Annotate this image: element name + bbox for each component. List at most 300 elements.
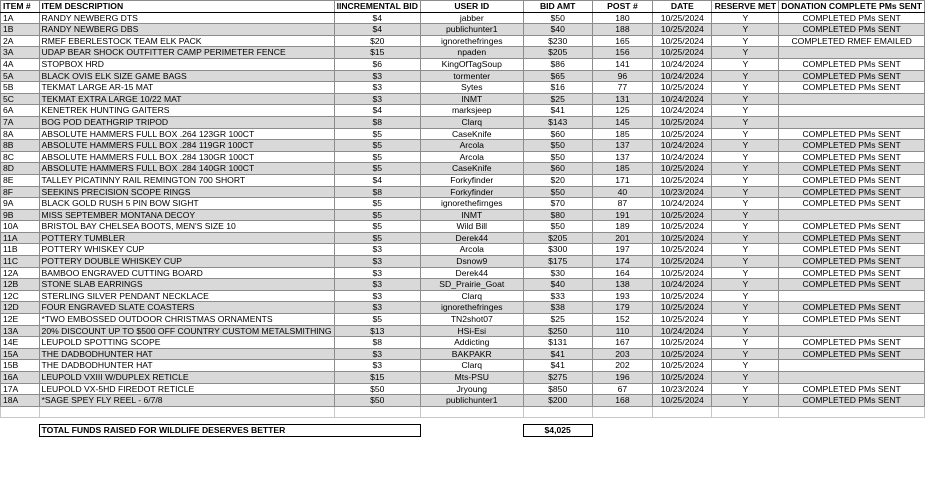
item-description-cell[interactable]: TEKMAT EXTRA LARGE 10/22 MAT	[39, 93, 334, 105]
item-description-cell[interactable]: RANDY NEWBERG DBS	[39, 24, 334, 36]
bid-amount-cell[interactable]: $41	[523, 105, 592, 117]
col-header-date[interactable]: DATE	[653, 1, 712, 13]
bid-amount-cell[interactable]: $41	[523, 348, 592, 360]
incremental-bid-cell[interactable]: $5	[334, 128, 420, 140]
date-cell[interactable]: 10/25/2024	[653, 232, 712, 244]
post-number-cell[interactable]: 87	[592, 198, 652, 210]
donation-status-cell[interactable]: COMPLETED PMs SENT	[779, 337, 925, 349]
col-header-donation-status[interactable]: DONATION COMPLETE PMs SENT	[779, 1, 925, 13]
bid-amount-cell[interactable]: $250	[523, 325, 592, 337]
reserve-met-cell[interactable]: Y	[712, 232, 779, 244]
user-id-cell[interactable]: marksjeep	[420, 105, 523, 117]
user-id-cell[interactable]: Sytes	[420, 82, 523, 94]
donation-status-cell[interactable]: COMPLETED PMs SENT	[779, 302, 925, 314]
item-description-cell[interactable]: STONE SLAB EARRINGS	[39, 279, 334, 291]
bid-amount-cell[interactable]: $41	[523, 360, 592, 372]
post-number-cell[interactable]: 174	[592, 256, 652, 268]
blank-cell[interactable]	[779, 406, 925, 418]
donation-status-cell[interactable]: COMPLETED PMs SENT	[779, 348, 925, 360]
reserve-met-cell[interactable]: Y	[712, 12, 779, 24]
item-description-cell[interactable]: STERLING SILVER PENDANT NECKLACE	[39, 290, 334, 302]
date-cell[interactable]: 10/24/2024	[653, 140, 712, 152]
incremental-bid-cell[interactable]: $15	[334, 372, 420, 384]
post-number-cell[interactable]: 164	[592, 267, 652, 279]
post-number-cell[interactable]: 185	[592, 128, 652, 140]
item-description-cell[interactable]: LEUPOLD VX-5HD FIREDOT RETICLE	[39, 383, 334, 395]
post-number-cell[interactable]: 188	[592, 24, 652, 36]
reserve-met-cell[interactable]: Y	[712, 174, 779, 186]
bid-amount-cell[interactable]: $38	[523, 302, 592, 314]
donation-status-cell[interactable]: COMPLETED PMs SENT	[779, 128, 925, 140]
item-number-cell[interactable]: 5C	[1, 93, 40, 105]
user-id-cell[interactable]: HSi-Esi	[420, 325, 523, 337]
reserve-met-cell[interactable]: Y	[712, 279, 779, 291]
incremental-bid-cell[interactable]: $8	[334, 337, 420, 349]
item-number-cell[interactable]: 9B	[1, 209, 40, 221]
item-description-cell[interactable]: KENETREK HUNTING GAITERS	[39, 105, 334, 117]
user-id-cell[interactable]: Arcola	[420, 151, 523, 163]
bid-amount-cell[interactable]: $143	[523, 116, 592, 128]
post-number-cell[interactable]: 180	[592, 12, 652, 24]
blank-cell[interactable]	[39, 406, 334, 418]
reserve-met-cell[interactable]: Y	[712, 221, 779, 233]
post-number-cell[interactable]: 171	[592, 174, 652, 186]
item-number-cell[interactable]: 8E	[1, 174, 40, 186]
post-number-cell[interactable]: 137	[592, 140, 652, 152]
bid-amount-cell[interactable]: $40	[523, 24, 592, 36]
item-number-cell[interactable]: 12A	[1, 267, 40, 279]
bid-amount-cell[interactable]: $205	[523, 47, 592, 59]
date-cell[interactable]: 10/25/2024	[653, 128, 712, 140]
date-cell[interactable]: 10/25/2024	[653, 82, 712, 94]
incremental-bid-cell[interactable]: $8	[334, 186, 420, 198]
incremental-bid-cell[interactable]: $3	[334, 267, 420, 279]
post-number-cell[interactable]: 152	[592, 314, 652, 326]
item-number-cell[interactable]: 16A	[1, 372, 40, 384]
item-number-cell[interactable]: 12B	[1, 279, 40, 291]
bid-amount-cell[interactable]: $60	[523, 128, 592, 140]
donation-status-cell[interactable]	[779, 105, 925, 117]
blank-cell[interactable]	[1, 406, 40, 418]
date-cell[interactable]: 10/23/2024	[653, 383, 712, 395]
date-cell[interactable]: 10/25/2024	[653, 221, 712, 233]
item-description-cell[interactable]: BLACK OVIS ELK SIZE GAME BAGS	[39, 70, 334, 82]
item-number-cell[interactable]: 2A	[1, 35, 40, 47]
item-description-cell[interactable]: POTTERY TUMBLER	[39, 232, 334, 244]
reserve-met-cell[interactable]: Y	[712, 209, 779, 221]
item-description-cell[interactable]: BAMBOO ENGRAVED CUTTING BOARD	[39, 267, 334, 279]
item-description-cell[interactable]: TEKMAT LARGE AR-15 MAT	[39, 82, 334, 94]
date-cell[interactable]: 10/23/2024	[653, 186, 712, 198]
item-description-cell[interactable]: BOG POD DEATHGRIP TRIPOD	[39, 116, 334, 128]
incremental-bid-cell[interactable]: $5	[334, 163, 420, 175]
user-id-cell[interactable]: Arcola	[420, 244, 523, 256]
bid-amount-cell[interactable]: $275	[523, 372, 592, 384]
item-number-cell[interactable]: 8F	[1, 186, 40, 198]
item-number-cell[interactable]: 11A	[1, 232, 40, 244]
bid-amount-cell[interactable]: $40	[523, 279, 592, 291]
reserve-met-cell[interactable]: Y	[712, 244, 779, 256]
date-cell[interactable]: 10/25/2024	[653, 116, 712, 128]
reserve-met-cell[interactable]: Y	[712, 58, 779, 70]
user-id-cell[interactable]: ignorethefirnges	[420, 198, 523, 210]
item-description-cell[interactable]: POTTERY DOUBLE WHISKEY CUP	[39, 256, 334, 268]
item-number-cell[interactable]: 12C	[1, 290, 40, 302]
user-id-cell[interactable]: Forkyfinder	[420, 174, 523, 186]
item-description-cell[interactable]: ABSOLUTE HAMMERS FULL BOX .284 140GR 100CT	[39, 163, 334, 175]
post-number-cell[interactable]: 193	[592, 290, 652, 302]
donation-status-cell[interactable]	[779, 290, 925, 302]
post-number-cell[interactable]: 141	[592, 58, 652, 70]
user-id-cell[interactable]: Clarq	[420, 290, 523, 302]
user-id-cell[interactable]: publichunter1	[420, 24, 523, 36]
incremental-bid-cell[interactable]: $20	[334, 35, 420, 47]
user-id-cell[interactable]: Derek44	[420, 232, 523, 244]
item-number-cell[interactable]: 15A	[1, 348, 40, 360]
date-cell[interactable]: 10/24/2024	[653, 151, 712, 163]
bid-amount-cell[interactable]: $20	[523, 174, 592, 186]
date-cell[interactable]: 10/25/2024	[653, 348, 712, 360]
date-cell[interactable]: 10/25/2024	[653, 395, 712, 407]
donation-status-cell[interactable]: COMPLETED PMs SENT	[779, 279, 925, 291]
donation-status-cell[interactable]: COMPLETED PMs SENT	[779, 24, 925, 36]
bid-amount-cell[interactable]: $230	[523, 35, 592, 47]
incremental-bid-cell[interactable]: $4	[334, 174, 420, 186]
user-id-cell[interactable]: Clarq	[420, 116, 523, 128]
item-description-cell[interactable]: BLACK GOLD RUSH 5 PIN BOW SIGHT	[39, 198, 334, 210]
bid-amount-cell[interactable]: $200	[523, 395, 592, 407]
donation-status-cell[interactable]: COMPLETED PMs SENT	[779, 151, 925, 163]
incremental-bid-cell[interactable]: $50	[334, 395, 420, 407]
donation-status-cell[interactable]: COMPLETED PMs SENT	[779, 163, 925, 175]
bid-amount-cell[interactable]: $30	[523, 267, 592, 279]
reserve-met-cell[interactable]: Y	[712, 163, 779, 175]
bid-amount-cell[interactable]: $50	[523, 221, 592, 233]
bid-amount-cell[interactable]: $60	[523, 163, 592, 175]
item-description-cell[interactable]: *SAGE SPEY FLY REEL - 6/7/8	[39, 395, 334, 407]
post-number-cell[interactable]: 202	[592, 360, 652, 372]
item-description-cell[interactable]: ABSOLUTE HAMMERS FULL BOX .264 123GR 100CT	[39, 128, 334, 140]
item-number-cell[interactable]: 3A	[1, 47, 40, 59]
date-cell[interactable]: 10/25/2024	[653, 35, 712, 47]
item-description-cell[interactable]: FOUR ENGRAVED SLATE COASTERS	[39, 302, 334, 314]
bid-amount-cell[interactable]: $86	[523, 58, 592, 70]
post-number-cell[interactable]: 40	[592, 186, 652, 198]
bid-amount-cell[interactable]: $50	[523, 186, 592, 198]
user-id-cell[interactable]: publichunter1	[420, 395, 523, 407]
reserve-met-cell[interactable]: Y	[712, 360, 779, 372]
donation-status-cell[interactable]: COMPLETED PMs SENT	[779, 244, 925, 256]
post-number-cell[interactable]: 131	[592, 93, 652, 105]
reserve-met-cell[interactable]: Y	[712, 267, 779, 279]
date-cell[interactable]: 10/24/2024	[653, 325, 712, 337]
item-description-cell[interactable]: STOPBOX HRD	[39, 58, 334, 70]
donation-status-cell[interactable]: COMPLETED PMs SENT	[779, 70, 925, 82]
item-number-cell[interactable]: 7A	[1, 116, 40, 128]
reserve-met-cell[interactable]: Y	[712, 337, 779, 349]
post-number-cell[interactable]: 165	[592, 35, 652, 47]
incremental-bid-cell[interactable]: $3	[334, 93, 420, 105]
post-number-cell[interactable]: 189	[592, 221, 652, 233]
col-header-item-number[interactable]: ITEM #	[1, 1, 40, 13]
item-description-cell[interactable]: MISS SEPTEMBER MONTANA DECOY	[39, 209, 334, 221]
donation-status-cell[interactable]	[779, 116, 925, 128]
user-id-cell[interactable]: Dsnow9	[420, 256, 523, 268]
reserve-met-cell[interactable]: Y	[712, 116, 779, 128]
incremental-bid-cell[interactable]: $15	[334, 47, 420, 59]
blank-cell[interactable]	[334, 406, 420, 418]
item-number-cell[interactable]: 15B	[1, 360, 40, 372]
item-description-cell[interactable]: 20% DISCOUNT UP TO $500 OFF COUNTRY CUSTOM METALSMITHING	[39, 325, 334, 337]
donation-status-cell[interactable]: COMPLETED PMs SENT	[779, 174, 925, 186]
bid-amount-cell[interactable]: $16	[523, 82, 592, 94]
incremental-bid-cell[interactable]: $4	[334, 12, 420, 24]
col-header-reserve-met[interactable]: RESERVE MET	[712, 1, 779, 13]
user-id-cell[interactable]: CaseKnife	[420, 163, 523, 175]
item-description-cell[interactable]: RANDY NEWBERG DTS	[39, 12, 334, 24]
post-number-cell[interactable]: 137	[592, 151, 652, 163]
reserve-met-cell[interactable]: Y	[712, 186, 779, 198]
user-id-cell[interactable]: Wild Bill	[420, 221, 523, 233]
reserve-met-cell[interactable]: Y	[712, 290, 779, 302]
user-id-cell[interactable]: jabber	[420, 12, 523, 24]
post-number-cell[interactable]: 110	[592, 325, 652, 337]
date-cell[interactable]: 10/25/2024	[653, 372, 712, 384]
date-cell[interactable]: 10/24/2024	[653, 58, 712, 70]
donation-status-cell[interactable]: COMPLETED PMs SENT	[779, 58, 925, 70]
item-description-cell[interactable]: THE DADBODHUNTER HAT	[39, 348, 334, 360]
post-number-cell[interactable]: 156	[592, 47, 652, 59]
user-id-cell[interactable]: INMT	[420, 209, 523, 221]
donation-status-cell[interactable]	[779, 360, 925, 372]
user-id-cell[interactable]: Derek44	[420, 267, 523, 279]
post-number-cell[interactable]: 96	[592, 70, 652, 82]
reserve-met-cell[interactable]: Y	[712, 93, 779, 105]
date-cell[interactable]: 10/25/2024	[653, 174, 712, 186]
bid-amount-cell[interactable]: $50	[523, 151, 592, 163]
item-number-cell[interactable]: 1A	[1, 12, 40, 24]
reserve-met-cell[interactable]: Y	[712, 24, 779, 36]
post-number-cell[interactable]: 185	[592, 163, 652, 175]
bid-amount-cell[interactable]: $205	[523, 232, 592, 244]
reserve-met-cell[interactable]: Y	[712, 35, 779, 47]
bid-amount-cell[interactable]: $50	[523, 12, 592, 24]
incremental-bid-cell[interactable]: $3	[334, 256, 420, 268]
user-id-cell[interactable]: ignorethefringes	[420, 35, 523, 47]
user-id-cell[interactable]: Clarq	[420, 360, 523, 372]
col-header-post-number[interactable]: POST #	[592, 1, 652, 13]
item-number-cell[interactable]: 12E	[1, 314, 40, 326]
item-description-cell[interactable]: LEUPOLD SPOTTING SCOPE	[39, 337, 334, 349]
blank-cell[interactable]	[420, 406, 523, 418]
reserve-met-cell[interactable]: Y	[712, 302, 779, 314]
incremental-bid-cell[interactable]: $3	[334, 302, 420, 314]
blank-cell[interactable]	[712, 406, 779, 418]
incremental-bid-cell[interactable]: $4	[334, 105, 420, 117]
bid-amount-cell[interactable]: $300	[523, 244, 592, 256]
post-number-cell[interactable]: 203	[592, 348, 652, 360]
reserve-met-cell[interactable]: Y	[712, 383, 779, 395]
bid-amount-cell[interactable]: $65	[523, 70, 592, 82]
post-number-cell[interactable]: 77	[592, 82, 652, 94]
donation-status-cell[interactable]: COMPLETED PMs SENT	[779, 198, 925, 210]
reserve-met-cell[interactable]: Y	[712, 325, 779, 337]
user-id-cell[interactable]: KingOfTagSoup	[420, 58, 523, 70]
bid-amount-cell[interactable]: $131	[523, 337, 592, 349]
item-number-cell[interactable]: 10A	[1, 221, 40, 233]
donation-status-cell[interactable]: COMPLETED PMs SENT	[779, 314, 925, 326]
incremental-bid-cell[interactable]: $5	[334, 151, 420, 163]
incremental-bid-cell[interactable]: $4	[334, 24, 420, 36]
item-number-cell[interactable]: 12D	[1, 302, 40, 314]
item-number-cell[interactable]: 14E	[1, 337, 40, 349]
post-number-cell[interactable]: 167	[592, 337, 652, 349]
donation-status-cell[interactable]: COMPLETED PMs SENT	[779, 82, 925, 94]
incremental-bid-cell[interactable]: $3	[334, 360, 420, 372]
item-number-cell[interactable]: 8D	[1, 163, 40, 175]
incremental-bid-cell[interactable]: $5	[334, 140, 420, 152]
post-number-cell[interactable]: 196	[592, 372, 652, 384]
date-cell[interactable]: 10/25/2024	[653, 337, 712, 349]
date-cell[interactable]: 10/24/2024	[653, 70, 712, 82]
reserve-met-cell[interactable]: Y	[712, 395, 779, 407]
donation-status-cell[interactable]: COMPLETED PMs SENT	[779, 221, 925, 233]
date-cell[interactable]: 10/25/2024	[653, 302, 712, 314]
item-description-cell[interactable]: LEUPOLD VXIII W/DUPLEX RETICLE	[39, 372, 334, 384]
bid-amount-cell[interactable]: $25	[523, 93, 592, 105]
item-description-cell[interactable]: UDAP BEAR SHOCK OUTFITTER CAMP PERIMETER FENCE	[39, 47, 334, 59]
user-id-cell[interactable]: Mts-PSU	[420, 372, 523, 384]
user-id-cell[interactable]: Addicting	[420, 337, 523, 349]
date-cell[interactable]: 10/25/2024	[653, 163, 712, 175]
donation-status-cell[interactable]: COMPLETED PMs SENT	[779, 395, 925, 407]
incremental-bid-cell[interactable]: $5	[334, 198, 420, 210]
item-number-cell[interactable]: 9A	[1, 198, 40, 210]
reserve-met-cell[interactable]: Y	[712, 151, 779, 163]
item-number-cell[interactable]: 4A	[1, 58, 40, 70]
date-cell[interactable]: 10/24/2024	[653, 279, 712, 291]
incremental-bid-cell[interactable]: $50	[334, 383, 420, 395]
incremental-bid-cell[interactable]: $3	[334, 348, 420, 360]
post-number-cell[interactable]: 201	[592, 232, 652, 244]
item-number-cell[interactable]: 18A	[1, 395, 40, 407]
incremental-bid-cell[interactable]: $5	[334, 221, 420, 233]
date-cell[interactable]: 10/25/2024	[653, 12, 712, 24]
post-number-cell[interactable]: 145	[592, 116, 652, 128]
reserve-met-cell[interactable]: Y	[712, 47, 779, 59]
item-description-cell[interactable]: POTTERY WHISKEY CUP	[39, 244, 334, 256]
bid-amount-cell[interactable]: $70	[523, 198, 592, 210]
date-cell[interactable]: 10/25/2024	[653, 290, 712, 302]
item-number-cell[interactable]: 13A	[1, 325, 40, 337]
post-number-cell[interactable]: 125	[592, 105, 652, 117]
item-number-cell[interactable]: 8A	[1, 128, 40, 140]
col-header-user-id[interactable]: USER ID	[420, 1, 523, 13]
reserve-met-cell[interactable]: Y	[712, 70, 779, 82]
user-id-cell[interactable]: Jryoung	[420, 383, 523, 395]
user-id-cell[interactable]: TN2shot07	[420, 314, 523, 326]
incremental-bid-cell[interactable]: $5	[334, 232, 420, 244]
user-id-cell[interactable]: BAKPAKR	[420, 348, 523, 360]
bid-amount-cell[interactable]: $25	[523, 314, 592, 326]
reserve-met-cell[interactable]: Y	[712, 128, 779, 140]
date-cell[interactable]: 10/25/2024	[653, 360, 712, 372]
reserve-met-cell[interactable]: Y	[712, 140, 779, 152]
donation-status-cell[interactable]: COMPLETED PMs SENT	[779, 232, 925, 244]
date-cell[interactable]: 10/25/2024	[653, 267, 712, 279]
item-number-cell[interactable]: 17A	[1, 383, 40, 395]
date-cell[interactable]: 10/24/2024	[653, 105, 712, 117]
post-number-cell[interactable]: 179	[592, 302, 652, 314]
item-number-cell[interactable]: 6A	[1, 105, 40, 117]
donation-status-cell[interactable]	[779, 372, 925, 384]
donation-status-cell[interactable]	[779, 93, 925, 105]
item-description-cell[interactable]: SEEKINS PRECISION SCOPE RINGS	[39, 186, 334, 198]
totals-label[interactable]: TOTAL FUNDS RAISED FOR WILDLIFE DESERVES BETTER	[39, 425, 420, 437]
donation-status-cell[interactable]: COMPLETED RMEF EMAILED	[779, 35, 925, 47]
reserve-met-cell[interactable]: Y	[712, 198, 779, 210]
incremental-bid-cell[interactable]: $5	[334, 314, 420, 326]
post-number-cell[interactable]: 197	[592, 244, 652, 256]
date-cell[interactable]: 10/25/2024	[653, 256, 712, 268]
item-description-cell[interactable]: RMEF EBERLESTOCK TEAM ELK PACK	[39, 35, 334, 47]
bid-amount-cell[interactable]: $33	[523, 290, 592, 302]
user-id-cell[interactable]: ignorethefringes	[420, 302, 523, 314]
item-number-cell[interactable]: 5B	[1, 82, 40, 94]
donation-status-cell[interactable]: COMPLETED PMs SENT	[779, 383, 925, 395]
date-cell[interactable]: 10/25/2024	[653, 244, 712, 256]
post-number-cell[interactable]: 138	[592, 279, 652, 291]
donation-status-cell[interactable]: COMPLETED PMs SENT	[779, 256, 925, 268]
incremental-bid-cell[interactable]: $3	[334, 70, 420, 82]
item-number-cell[interactable]: 11C	[1, 256, 40, 268]
reserve-met-cell[interactable]: Y	[712, 348, 779, 360]
bid-amount-cell[interactable]: $850	[523, 383, 592, 395]
col-header-incremental-bid[interactable]: IINCREMENTAL BID	[334, 1, 420, 13]
reserve-met-cell[interactable]: Y	[712, 372, 779, 384]
totals-amount[interactable]: $4,025	[523, 425, 592, 437]
post-number-cell[interactable]: 191	[592, 209, 652, 221]
col-header-item-description[interactable]: ITEM DESCRIPTION	[39, 1, 334, 13]
item-description-cell[interactable]: THE DADBODHUNTER HAT	[39, 360, 334, 372]
donation-status-cell[interactable]	[779, 209, 925, 221]
donation-status-cell[interactable]	[779, 47, 925, 59]
incremental-bid-cell[interactable]: $3	[334, 82, 420, 94]
bid-amount-cell[interactable]: $80	[523, 209, 592, 221]
donation-status-cell[interactable]: COMPLETED PMs SENT	[779, 267, 925, 279]
user-id-cell[interactable]: Forkyfinder	[420, 186, 523, 198]
bid-amount-cell[interactable]: $50	[523, 140, 592, 152]
user-id-cell[interactable]: CaseKnife	[420, 128, 523, 140]
incremental-bid-cell[interactable]: $5	[334, 209, 420, 221]
item-number-cell[interactable]: 8C	[1, 151, 40, 163]
incremental-bid-cell[interactable]: $3	[334, 244, 420, 256]
incremental-bid-cell[interactable]: $8	[334, 116, 420, 128]
donation-status-cell[interactable]: COMPLETED PMs SENT	[779, 12, 925, 24]
item-description-cell[interactable]: ABSOLUTE HAMMERS FULL BOX .284 130GR 100CT	[39, 151, 334, 163]
incremental-bid-cell[interactable]: $13	[334, 325, 420, 337]
donation-status-cell[interactable]	[779, 325, 925, 337]
user-id-cell[interactable]: Arcola	[420, 140, 523, 152]
date-cell[interactable]: 10/25/2024	[653, 314, 712, 326]
blank-cell[interactable]	[523, 406, 592, 418]
date-cell[interactable]: 10/25/2024	[653, 47, 712, 59]
item-description-cell[interactable]: BRISTOL BAY CHELSEA BOOTS, MEN'S SIZE 10	[39, 221, 334, 233]
user-id-cell[interactable]: tormenter	[420, 70, 523, 82]
reserve-met-cell[interactable]: Y	[712, 82, 779, 94]
blank-cell[interactable]	[592, 406, 652, 418]
reserve-met-cell[interactable]: Y	[712, 314, 779, 326]
